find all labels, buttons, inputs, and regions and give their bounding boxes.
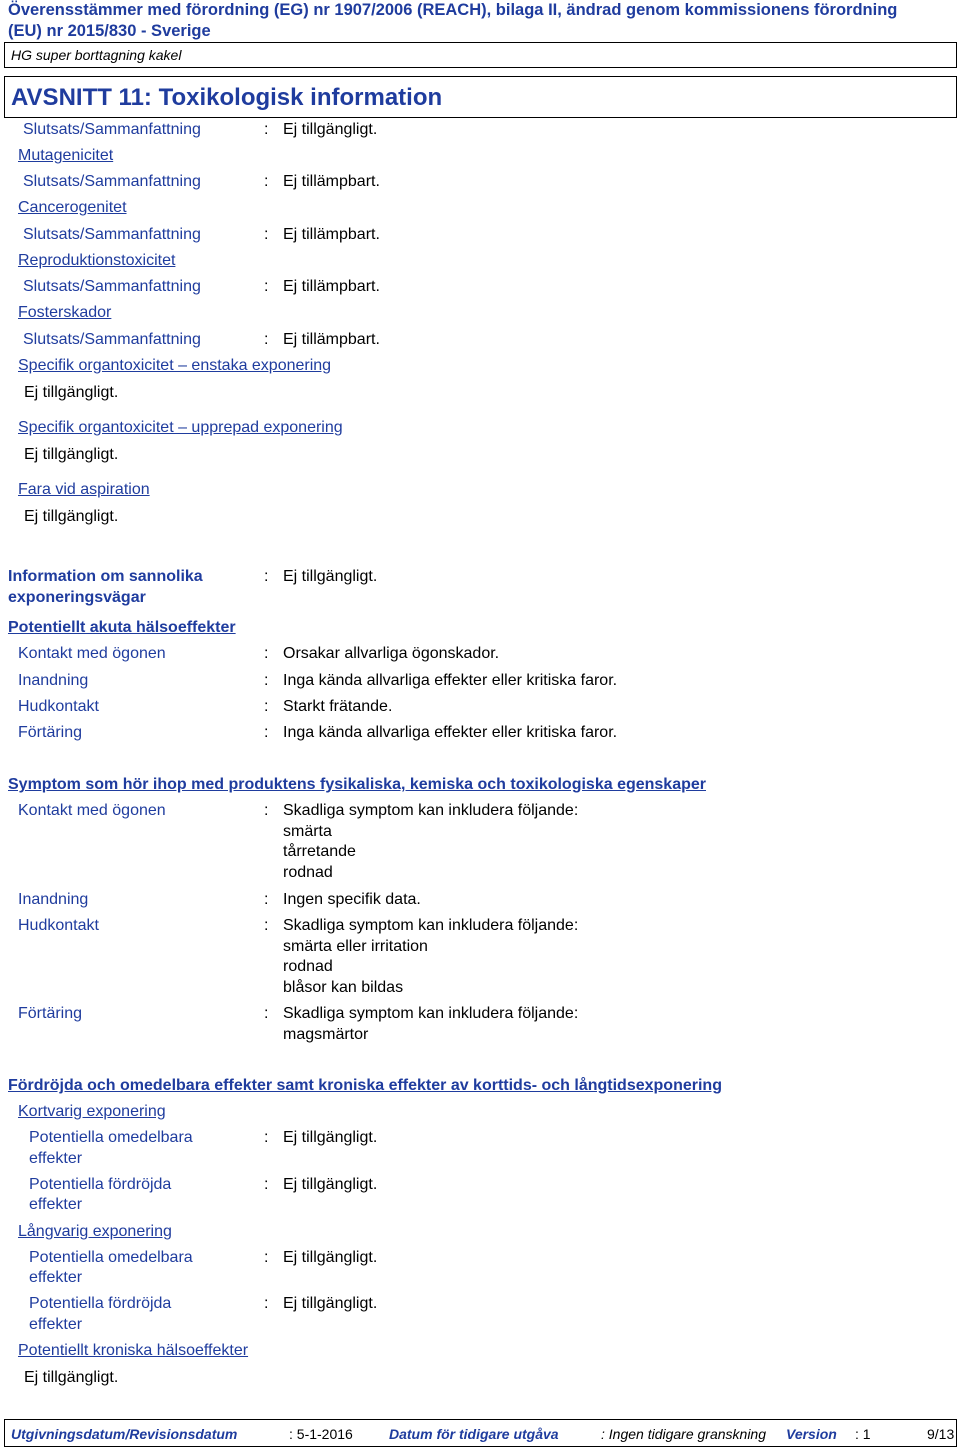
page-number: 9/13 xyxy=(927,1426,955,1442)
ingestion-value: Inga kända allvarliga effekter eller kritiska faror. xyxy=(283,724,618,741)
chronic-value: Ej tillgängligt. xyxy=(24,1369,119,1386)
conclusion-label: Slutsats/Sammanfattning xyxy=(23,173,201,190)
conclusion-value: Ej tillämpbart. xyxy=(283,331,380,348)
page-footer xyxy=(4,1419,957,1447)
issue-date-value: : 5-1-2016 xyxy=(289,1426,353,1442)
stot-single-heading: Specifik organtoxicitet – enstaka exponering xyxy=(18,357,332,374)
separator: : xyxy=(264,278,269,295)
aspiration-value: Ej tillgängligt. xyxy=(24,508,119,525)
chronic-heading: Potentiellt kroniska hälsoeffekter xyxy=(18,1342,249,1359)
delayed-effects-label: Potentiella fördröjda xyxy=(29,1176,172,1193)
eye-contact-label: Kontakt med ögonen xyxy=(18,645,166,662)
separator: : xyxy=(264,568,269,585)
delayed-effects-label: Potentiella fördröjda xyxy=(29,1295,172,1312)
ingestion-label: Förtäring xyxy=(18,724,83,741)
fetal-heading: Fosterskador xyxy=(18,304,112,321)
regulation-line-2: (EU) nr 2015/830 - Sverige xyxy=(8,22,211,40)
previous-date-value: : Ingen tidigare granskning xyxy=(601,1426,766,1442)
regulation-line-1: Överensstämmer med förordning (EG) nr 1907/2006 (REACH), bilaga II, ändrad genom kommissionens förordning xyxy=(8,1,898,19)
stot-repeated-value: Ej tillgängligt. xyxy=(24,446,119,463)
section-title-box xyxy=(4,76,957,118)
issue-date-label: Utgivningsdatum/Revisionsdatum xyxy=(11,1426,238,1442)
eye-contact-label: Kontakt med ögonen xyxy=(18,802,166,819)
separator: : xyxy=(264,1249,269,1266)
aspiration-heading: Fara vid aspiration xyxy=(18,481,150,498)
stot-single-value: Ej tillgängligt. xyxy=(24,384,119,401)
symptom-line: Skadliga symptom kan inkludera följande: xyxy=(283,802,579,819)
inhalation-value: Ingen specifik data. xyxy=(283,891,421,908)
separator: : xyxy=(264,891,269,908)
effects-word: effekter xyxy=(29,1150,83,1167)
separator: : xyxy=(264,1005,269,1022)
product-name: HG super borttagning kakel xyxy=(11,47,182,63)
separator: : xyxy=(264,226,269,243)
conclusion-value: Ej tillgängligt. xyxy=(283,121,378,138)
long-term-heading: Långvarig exponering xyxy=(18,1223,172,1240)
exposure-routes-value: Ej tillgängligt. xyxy=(283,568,378,585)
symptom-line: smärta xyxy=(283,823,332,840)
immediate-effects-label: Potentiella omedelbara xyxy=(29,1249,193,1266)
effects-word: effekter xyxy=(29,1316,83,1333)
inhalation-value: Inga kända allvarliga effekter eller kritiska faror. xyxy=(283,672,618,689)
separator: : xyxy=(264,698,269,715)
symptom-line: tårretande xyxy=(283,843,356,860)
conclusion-label: Slutsats/Sammanfattning xyxy=(23,278,201,295)
version-label: Version xyxy=(786,1426,837,1442)
separator: : xyxy=(264,1176,269,1193)
immediate-effects-label: Potentiella omedelbara xyxy=(29,1129,193,1146)
conclusion-label: Slutsats/Sammanfattning xyxy=(23,331,201,348)
mutagenicity-heading: Mutagenicitet xyxy=(18,147,114,164)
inhalation-label: Inandning xyxy=(18,672,89,689)
delayed-effects-value: Ej tillgängligt. xyxy=(283,1295,378,1312)
separator: : xyxy=(264,1129,269,1146)
immediate-effects-value: Ej tillgängligt. xyxy=(283,1129,378,1146)
separator: : xyxy=(264,331,269,348)
exposure-routes-label-2: exponeringsvägar xyxy=(8,589,146,606)
eye-contact-value: Orsakar allvarliga ögonskador. xyxy=(283,645,500,662)
separator: : xyxy=(264,672,269,689)
version-value: : 1 xyxy=(855,1426,871,1442)
section-title: AVSNITT 11: Toxikologisk information xyxy=(11,84,443,111)
conclusion-value: Ej tillämpbart. xyxy=(283,278,380,295)
ingestion-label: Förtäring xyxy=(18,1005,83,1022)
symptom-line: magsmärtor xyxy=(283,1026,369,1043)
short-term-heading: Kortvarig exponering xyxy=(18,1103,166,1120)
separator: : xyxy=(264,802,269,819)
conclusion-value: Ej tillämpbart. xyxy=(283,226,380,243)
previous-date-label: Datum för tidigare utgåva xyxy=(389,1426,559,1442)
symptom-line: smärta eller irritation xyxy=(283,938,428,955)
separator: : xyxy=(264,645,269,662)
skin-contact-value: Starkt frätande. xyxy=(283,698,393,715)
symptom-line: Skadliga symptom kan inkludera följande: xyxy=(283,917,579,934)
effects-word: effekter xyxy=(29,1196,83,1213)
skin-contact-label: Hudkontakt xyxy=(18,917,99,934)
exposure-routes-label-1: Information om sannolika xyxy=(8,568,203,585)
conclusion-value: Ej tillämpbart. xyxy=(283,173,380,190)
acute-heading: Potentiellt akuta hälsoeffekter xyxy=(8,619,236,636)
separator: : xyxy=(264,173,269,190)
skin-contact-label: Hudkontakt xyxy=(18,698,99,715)
delayed-effects-heading: Fördröjda och omedelbara effekter samt kroniska effekter av korttids- och långtidsexponering xyxy=(8,1077,722,1094)
reproductive-heading: Reproduktionstoxicitet xyxy=(18,252,176,269)
inhalation-label: Inandning xyxy=(18,891,89,908)
symptom-line: rodnad xyxy=(283,864,333,881)
carcinogenicity-heading: Cancerogenitet xyxy=(18,199,127,216)
immediate-effects-value: Ej tillgängligt. xyxy=(283,1249,378,1266)
symptom-line: Skadliga symptom kan inkludera följande: xyxy=(283,1005,579,1022)
symptoms-heading: Symptom som hör ihop med produktens fysikaliska, kemiska och toxikologiska egenskaper xyxy=(8,776,706,793)
conclusion-label: Slutsats/Sammanfattning xyxy=(23,121,201,138)
effects-word: effekter xyxy=(29,1269,83,1286)
separator: : xyxy=(264,724,269,741)
delayed-effects-value: Ej tillgängligt. xyxy=(283,1176,378,1193)
stot-repeated-heading: Specifik organtoxicitet – upprepad exponering xyxy=(18,419,343,436)
symptom-line: rodnad xyxy=(283,958,333,975)
regulation-banner xyxy=(8,0,958,42)
separator: : xyxy=(264,1295,269,1312)
conclusion-label: Slutsats/Sammanfattning xyxy=(23,226,201,243)
separator: : xyxy=(264,917,269,934)
symptom-line: blåsor kan bildas xyxy=(283,979,404,996)
product-name-box xyxy=(4,42,957,68)
separator: : xyxy=(264,121,269,138)
